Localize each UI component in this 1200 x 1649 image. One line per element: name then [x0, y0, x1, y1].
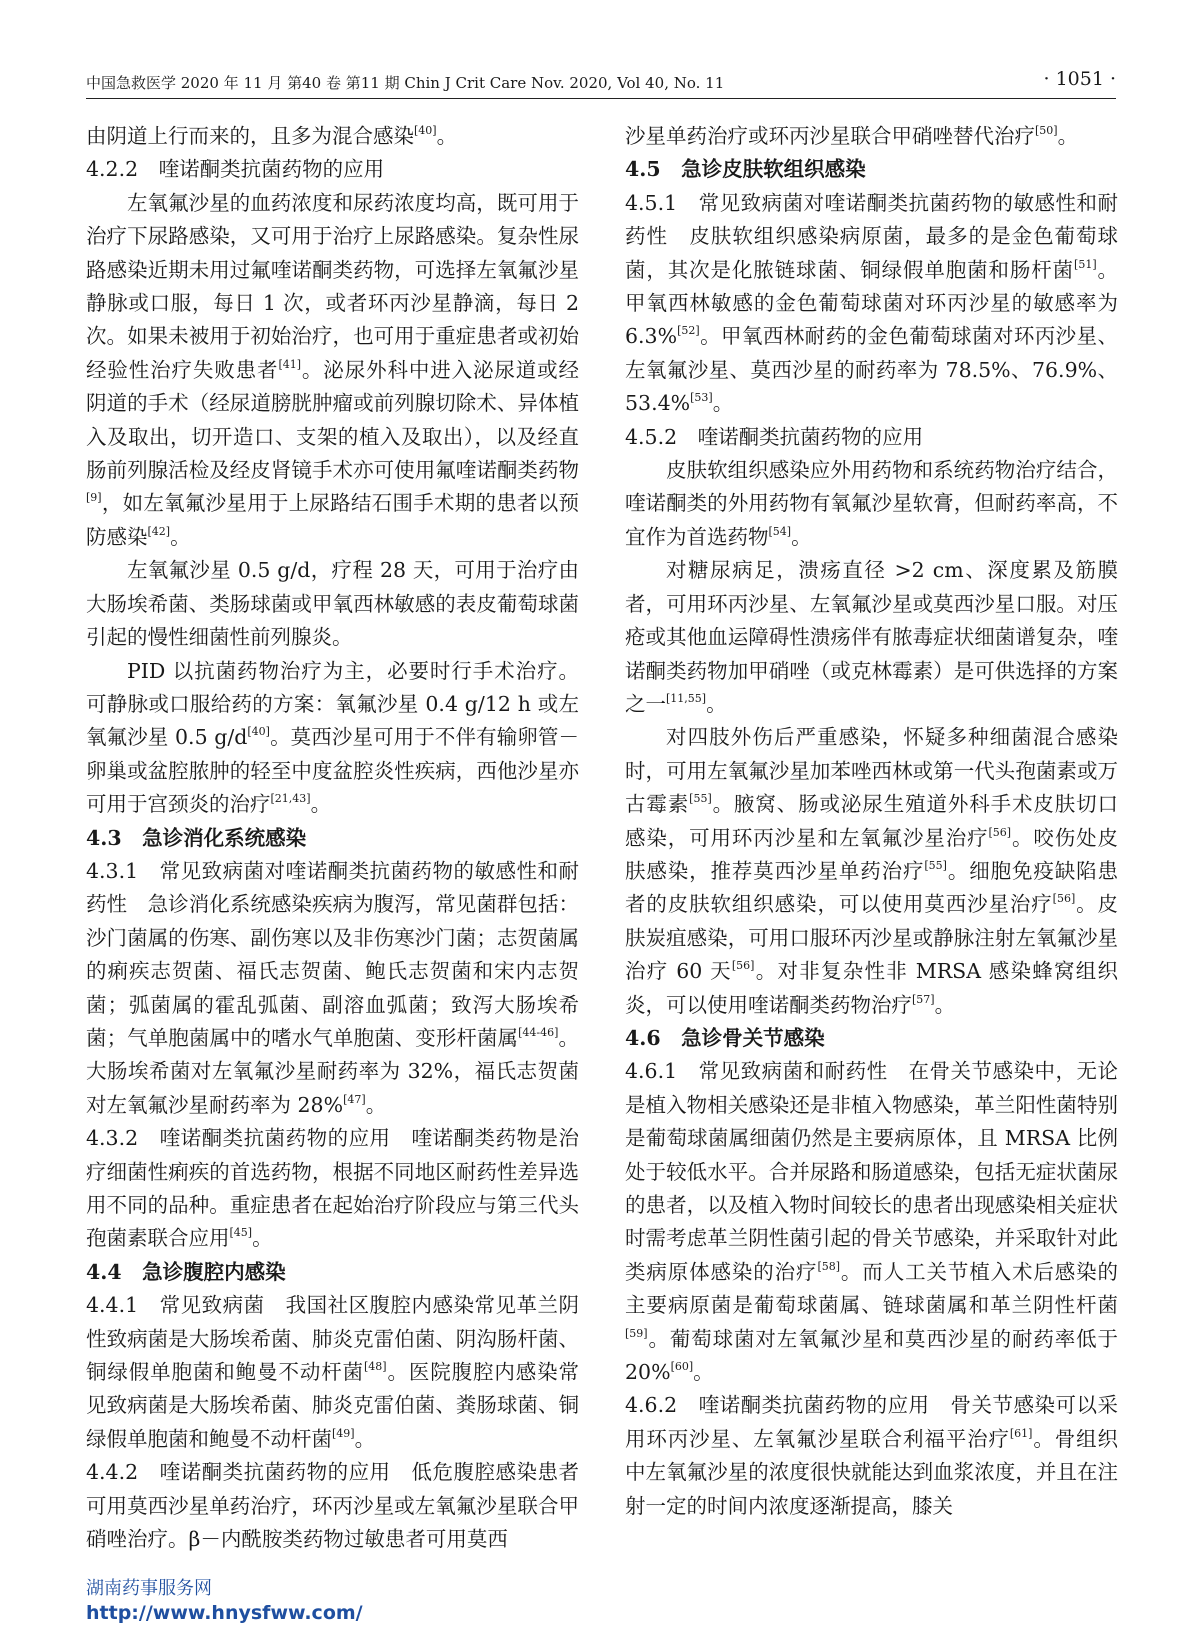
paragraph-text: 。: [706, 691, 727, 716]
paragraph-text: 。: [693, 1360, 714, 1385]
citation-ref: [53]: [690, 391, 713, 405]
paragraph-text: 。: [1057, 124, 1079, 148]
footer-url[interactable]: http://www.hnysfww.com/: [86, 1602, 363, 1624]
body-paragraph: [625, 454, 1118, 554]
section-heading: 4.4 急诊腹腔内感染: [86, 1259, 286, 1284]
paragraph-text: 4.4.1 常见致病菌 我国社区腹腔内感染常见革兰阴性致病菌是大肠埃希菌、肺炎克雷伯菌、阴沟肠杆菌、铜绿假单胞菌和鲍曼不动杆菌: [86, 1293, 579, 1385]
citation-ref: [57]: [912, 992, 935, 1006]
section-heading: 4.2.2 喹诺酮类抗菌药物的应用: [86, 157, 385, 182]
paragraph-text: 。: [310, 792, 332, 817]
citation-ref: [55]: [924, 858, 947, 872]
paragraph-text: 左氧氟沙星 0.5 g/d，疗程 28 天，可用于治疗由大肠埃希菌、类肠球菌或甲氧西林敏感的表皮葡萄球菌引起的慢性细菌性前列腺炎。: [86, 558, 579, 650]
citation-ref: [48]: [363, 1360, 387, 1374]
body-paragraph: [625, 1055, 1118, 1389]
paragraph-text: 。而人工关节植入术后感染的主要病原菌是葡萄球菌属、链球菌属和革兰阴性杆菌: [625, 1259, 1119, 1318]
left-column: [86, 120, 579, 1556]
citation-ref: [58]: [817, 1259, 841, 1273]
paragraph-text: PID 以抗菌药物治疗为主，必要时行手术治疗。可静脉或口服给药的方案：氧氟沙星 0.4 g/12 h 或左氧氟沙星 0.5 g/d: [86, 658, 579, 750]
citation-ref: [56]: [731, 959, 755, 973]
section-heading: 4.6 急诊骨关节感染: [625, 1025, 825, 1050]
body-paragraph: [625, 187, 1118, 421]
body-paragraph: [86, 120, 579, 153]
paragraph-text: 。: [170, 524, 191, 549]
body-paragraph: [86, 1456, 579, 1556]
section-heading: 4.5.2 喹诺酮类抗菌药物的应用: [625, 424, 924, 449]
paragraph-text: 。: [436, 124, 458, 148]
right-column: [625, 120, 1118, 1523]
paragraph-text: 。医院腹腔内感染常见致病菌是大肠埃希菌、肺炎克雷伯菌、粪肠球菌、铜绿假单胞菌和鲍曼不动杆菌: [86, 1360, 580, 1451]
paragraph-text: 。咬伤处皮肤感染，推荐莫西沙星单药治疗: [625, 825, 1119, 883]
paragraph-text: 。: [791, 524, 812, 549]
paragraph-text: 4.6.1 常见致病菌和耐药性 在骨关节感染中，无论是植入物相关感染还是非植入物感染，革兰阳性菌特别是葡萄球菌属细菌仍然是主要病原体，且 MRSA 比例处于较低水平。合并尿路和肠道感染，包括无症状菌尿的患者，以及植入物时间较长的患者出现感染相关症状时需考虑革兰阴性菌引起的骨关节感染，并采取针对此类病原体感染的治疗: [625, 1059, 1118, 1284]
paragraph-text: 。对非复杂性非 MRSA 感染蜂窝组织炎，可以使用喹诺酮类药物治疗: [625, 959, 1119, 1017]
section-heading: 4.3 急诊消化系统感染: [86, 825, 307, 850]
body-paragraph: [625, 554, 1118, 721]
body-paragraph: [625, 1389, 1118, 1523]
citation-ref: [40]: [414, 124, 437, 137]
paragraph-text: 沙星单药治疗或环丙沙星联合甲硝唑替代治疗: [625, 124, 1035, 148]
citation-ref: [56]: [988, 825, 1012, 839]
paragraph-text: 左氧氟沙星的血药浓度和尿药浓度均高，既可用于治疗下尿路感染，又可用于治疗上尿路感染。复杂性尿路感染近期未用过氟喹诺酮类药物，可选择左氧氟沙星静脉或口服，每日 1 次，或者环丙沙星静滴，每日 2 次。如果未被用于初始治疗，也可用于重症患者或初始经验性治疗失败患者: [86, 190, 579, 382]
paragraph-text: 。葡萄球菌对左氧氟沙星和莫西沙星的耐药率低于 20%: [625, 1326, 1118, 1385]
paragraph-text: 。: [934, 992, 956, 1017]
paragraph-text: ，如左氧氟沙星用于上尿路结石围手术期的患者以预防感染: [86, 491, 579, 549]
citation-ref: [56]: [1052, 892, 1076, 906]
header-rule: [86, 98, 1116, 99]
citation-ref: [45]: [229, 1226, 253, 1240]
body-paragraph: [625, 120, 1118, 153]
body-paragraph: [86, 1122, 579, 1256]
citation-ref: [61]: [1009, 1426, 1033, 1440]
citation-ref: [9]: [86, 491, 102, 505]
paragraph-text: 。腋窝、肠或泌尿生殖道外科手术皮肤切口感染，可用环丙沙星和左氧氟沙星治疗: [625, 792, 1119, 850]
page-number: · 1051 ·: [1043, 68, 1116, 90]
body-paragraph: [625, 721, 1118, 1022]
paragraph-text: 。甲氧西林耐药的金色葡萄球菌对环丙沙星、左氧氟沙星、莫西沙星的耐药率为 78.5%、76.9%、53.4%: [625, 324, 1118, 416]
citation-ref: [49]: [332, 1426, 355, 1440]
paragraph-text: 。莫西沙星可用于不伴有输卵管－卵巢或盆腔脓肿的轻至中度盆腔炎性疾病，西他沙星亦可用于宫颈炎的治疗: [86, 725, 579, 817]
paragraph-text: 。: [252, 1226, 273, 1251]
body-paragraph: [86, 655, 579, 822]
paragraph-text: 4.6.2 喹诺酮类抗菌药物的应用 骨关节感染可以采用环丙沙星、左氧氟沙星联合利福平治疗: [625, 1393, 1118, 1451]
citation-ref: [54]: [768, 524, 792, 538]
citation-ref: [42]: [147, 524, 171, 538]
paragraph-text: 对四肢外伤后严重感染，怀疑多种细菌混合感染时，可用左氧氟沙星加苯唑西林或第一代头孢菌素或万古霉素: [625, 725, 1118, 817]
body-paragraph: [86, 554, 579, 654]
paragraph-text: 。甲氧西林敏感的金色葡萄球菌对环丙沙星的敏感率为 6.3%: [625, 257, 1119, 349]
citation-ref: [60]: [670, 1360, 694, 1374]
citation-ref: [55]: [689, 792, 712, 806]
journal-citation: 中国急救医学 2020 年 11 月 第40 卷 第11 期 Chin J Crit Care Nov. 2020, Vol 40, No. 11: [86, 74, 725, 92]
paragraph-text: 4.3.1 常见致病菌对喹诺酮类抗菌药物的敏感性和耐药性 急诊消化系统感染疾病为腹泻，常见菌群包括：沙门菌属的伤寒、副伤寒以及非伤寒沙门菌；志贺菌属的痢疾志贺菌、福氏志贺菌、鲍氏志贺菌和宋内志贺菌；弧菌属的霍乱弧菌、副溶血弧菌；致泻大肠埃希菌；气单胞菌属中的嗜水气单胞菌、变形杆菌属: [86, 858, 579, 1050]
citation-ref: [59]: [625, 1326, 648, 1340]
citation-ref: [50]: [1035, 124, 1058, 137]
footer-site-name: 湖南药事服务网: [86, 1578, 212, 1599]
paragraph-text: 。: [365, 1092, 387, 1117]
paragraph-text: 。大肠埃希菌对左氧氟沙星耐药率为 32%，福氏志贺菌对左氧氟沙星耐药率为 28%: [86, 1025, 579, 1117]
paragraph-text: 。骨组织中左氧氟沙星的浓度很快就能达到血浆浓度，并且在注射一定的时间内浓度逐渐提高，膝关: [625, 1426, 1119, 1518]
paragraph-text: 对糖尿病足，溃疡直径 >2 cm、深度累及筋膜者，可用环丙沙星、左氧氟沙星或莫西沙星口服。对压疮或其他血运障碍性溃疡伴有脓毒症状细菌谱复杂，喹诺酮类药物加甲硝唑（或克林霉素）是可供选择的方案之一: [625, 558, 1118, 716]
citation-ref: [44-46]: [518, 1025, 559, 1039]
paragraph-text: 。细胞免疫缺陷患者的皮肤软组织感染，可以使用莫西沙星治疗: [625, 858, 1119, 917]
paragraph-text: 。: [354, 1426, 376, 1451]
footer-watermark: [86, 1577, 363, 1625]
paragraph-text: 4.3.2 喹诺酮类抗菌药物的应用 喹诺酮类药物是治疗细菌性痢疾的首选药物，根据不同地区耐药性差异选用不同的品种。重症患者在起始治疗阶段应与第三代头孢菌素联合应用: [86, 1126, 579, 1251]
citation-ref: [41]: [278, 357, 302, 371]
running-header: [86, 66, 1116, 96]
citation-ref: [21,43]: [270, 792, 311, 806]
body-paragraph: [86, 855, 579, 1122]
citation-ref: [52]: [677, 324, 700, 338]
citation-ref: [40]: [247, 725, 270, 739]
paragraph-text: 由阴道上行而来的，且多为混合感染: [86, 124, 414, 148]
paragraph-text: 皮肤软组织感染应外用药物和系统药物治疗结合，喹诺酮类的外用药物有氧氟沙星软膏，但耐药率高，不宜作为首选药物: [625, 458, 1118, 549]
body-paragraph: [86, 1289, 579, 1456]
body-paragraph: [86, 187, 579, 554]
citation-ref: [51]: [1074, 257, 1097, 271]
section-heading: 4.5 急诊皮肤软组织感染: [625, 157, 866, 182]
paragraph-text: 。皮肤炭疽感染，可用口服环丙沙星或静脉注射左氧氟沙星治疗 60 天: [625, 892, 1119, 984]
paragraph-text: 。泌尿外科中进入泌尿道或经阴道的手术（经尿道膀胱肿瘤或前列腺切除术、异体植入及取出，切开造口、支架的植入及取出），以及经直肠前列腺活检及经皮肾镜手术亦可使用氟喹诺酮类药物: [86, 357, 580, 483]
paragraph-text: 4.4.2 喹诺酮类抗菌药物的应用 低危腹腔感染患者可用莫西沙星单药治疗，环丙沙星或左氧氟沙星联合甲硝唑治疗。β－内酰胺类药物过敏患者可用莫西: [86, 1460, 579, 1552]
citation-ref: [47]: [343, 1092, 366, 1106]
paragraph-text: 4.5.1 常见致病菌对喹诺酮类抗菌药物的敏感性和耐药性 皮肤软组织感染病原菌，最多的是金色葡萄球菌，其次是化脓链球菌、铜绿假单胞菌和肠杆菌: [625, 190, 1118, 282]
citation-ref: [11,55]: [666, 691, 707, 705]
paragraph-text: 。: [712, 391, 734, 416]
